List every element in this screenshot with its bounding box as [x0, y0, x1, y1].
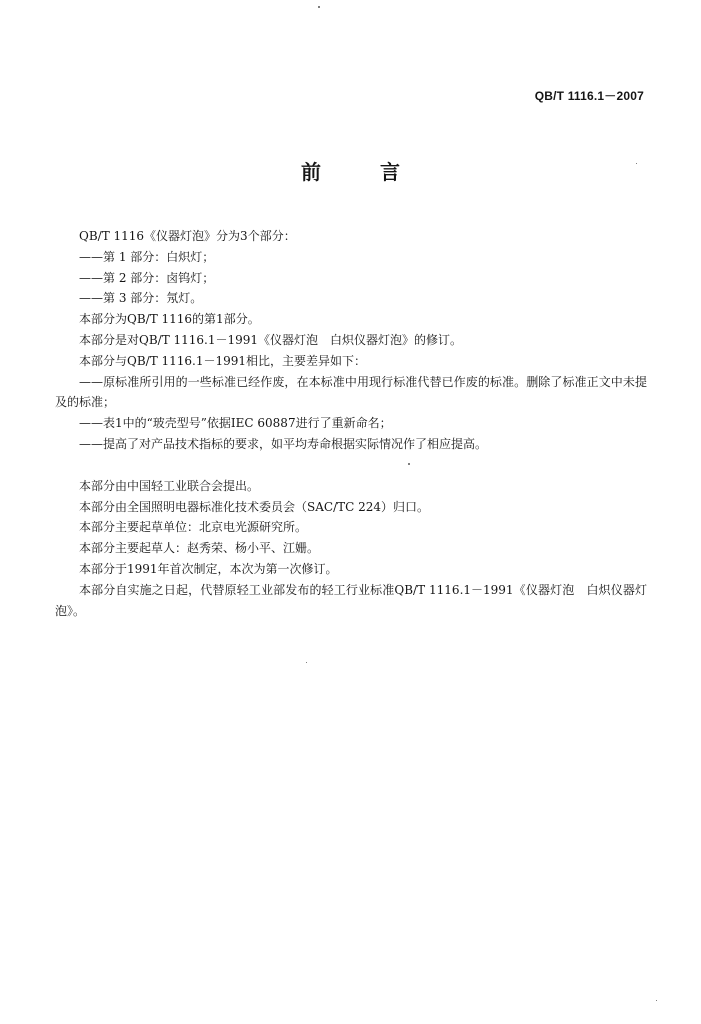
list-item: ——第 1 部分：白炽灯； [79, 249, 215, 264]
paragraph: 本部分由中国轻工业联合会提出。 [79, 478, 260, 493]
page-title: 前 言 [301, 160, 426, 184]
scan-speck [636, 163, 637, 164]
list-item: ——原标准所引用的一些标准已经作废，在本标准中用现行标准代替已作废的标准。删除了标准正文中未提及的标准； [55, 374, 647, 410]
paragraph: 本部分与QB/T 1116.1－1991相比，主要差异如下： [79, 353, 367, 368]
paragraph: 本部分主要起草人：赵秀荣、杨小平、江姗。 [79, 541, 320, 556]
list-item: ——第 2 部分：卤钨灯； [79, 270, 215, 285]
paragraph: 本部分于1991年首次制定，本次为第一次修订。 [79, 561, 338, 576]
paragraph: QB/T 1116《仪器灯泡》分为3个部分： [79, 229, 296, 243]
list-item: ——提高了对产品技术指标的要求，如平均寿命根据实际情况作了相应提高。 [79, 436, 488, 451]
section-gap [55, 455, 647, 476]
paragraph: 本部分主要起草单位：北京电光源研究所。 [79, 520, 308, 535]
list-item: ——第 3 部分：氖灯。 [79, 291, 203, 306]
paragraph: 本部分是对QB/T 1116.1－1991《仪器灯泡 白炽仪器灯泡》的修订。 [79, 332, 463, 347]
scan-speck [408, 463, 410, 465]
foreword-body [55, 226, 647, 621]
scan-speck [306, 662, 307, 663]
list-item: ——表1中的“玻壳型号”依据IEC 60887进行了重新命名； [79, 416, 392, 431]
paragraph: 本部分由全国照明电器标准化技术委员会（SAC/TC 224）归口。 [79, 499, 430, 514]
scan-speck [318, 6, 320, 8]
standard-number: QB/T 1116.1－2007 [534, 89, 644, 103]
paragraph: 本部分为QB/T 1116的第1部分。 [79, 312, 260, 327]
scan-speck [656, 1000, 657, 1001]
paragraph: 本部分自实施之日起，代替原轻工业部发布的轻工行业标准QB/T 1116.1－1991《仪器灯泡 白炽仪器灯泡》。 [55, 582, 647, 618]
